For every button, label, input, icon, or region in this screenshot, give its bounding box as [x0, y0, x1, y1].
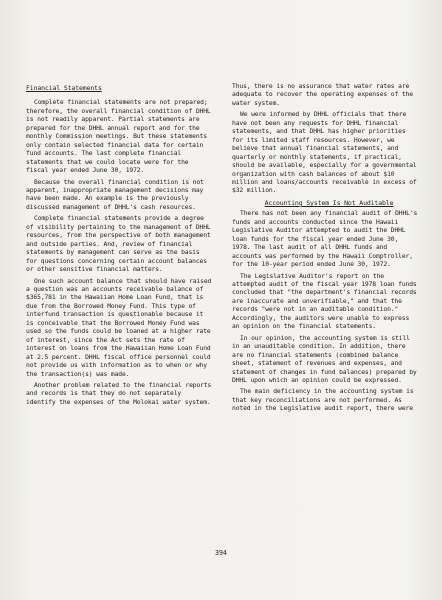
paragraph: We were informed by DHHL officials that there have not been any requests for DHHL financial statements, and that DHHL has higher priorities for its limited staff resources. However, we believe that annual financial statements, and quarterly or monthly statements, if practical, should be available, especially for a governmental organization with cash balances of about $10 million and loans/accounts receivable in excess of $32 million.	[232, 111, 417, 195]
paragraph: Because the overall financial condition is not apparent, inappropriate management decisions may have been made. An example is the previously discussed management of DHHL's cash resources.	[26, 178, 204, 211]
paragraph: Complete financial statements provide a degree of visibility pertaining to the management of DHHL resources, from the perspective of both management and outside parties. And, review of financial statements by management can serve as the basis for questions concerning certain account balances or other sensitive financial matters.	[26, 215, 211, 274]
section-heading-accounting-system: Accounting System Is Not Auditable	[264, 198, 394, 207]
paragraph: The main deficiency in the accounting system is that key reconciliations are not performed. As noted in the Legislative audit report, there were	[232, 388, 414, 413]
paragraph: Complete financial statements are not prepared; therefore, the overall financial condition of DHHL is not readily apparent. Partial statements are prepared for the DHHL annual report and for the monthly Commission meetings. But these statements only contain selected financial data for certain fund accounts. The last complete financial statements that we could locate were for the fiscal year ended June 30, 1972.	[26, 99, 211, 175]
left-column	[26, 84, 212, 410]
paragraph: One such account balance that should have raised a question was an accounts receivable balance of $365,781 in the Hawaiian Home Loan Fund, that is due from the Borrowed Money Fund. This type of interfund transaction is questionable because it is conceivable that the Borrowed Money Fund was used so the funds could be loaned at a higher rate of interest, since the Act sets the rate of interest on loans from the Hawaiian Home Loan Fund at 2.5 percent. DHHL fiscal office personnel could not provide us with information as to when or why the transaction(s) was made.	[26, 277, 212, 378]
paragraph: Another problem related to the financial reports and records is that they do not separately identify the expenses of the Molokai water system.	[26, 381, 212, 406]
paragraph: In our opinion, the accounting system is still in an unauditable condition. In addition, there are no financial statements (combined balance sheet, statement of revenues and expenses, and statement of changes in fund balances) prepared by DHHL upon which an opinion could be expressed.	[232, 334, 417, 384]
right-column	[232, 83, 418, 417]
page-number: 394	[215, 549, 227, 557]
paragraph: Thus, there is no assurance that water rates are adequate to recover the operating expenses of the water system.	[232, 83, 413, 107]
paragraph: There has not been any financial audit of DHHL's funds and accounts conducted since the Hawaii Legislative Auditor attempted to audit the DHHL loan funds for the fiscal year ended June 30, 1978. The last audit of all DHHL funds and accounts was performed by the Hawaii Comptroller, for the 10-year period ended June 30, 1972.	[232, 210, 418, 269]
paragraph: The Legislative Auditor's report on the attempted audit of the fiscal year 1978 loan funds concluded that "the department's financial records are inaccurate and unverifiable," and that the records "were not in an auditable condition." Accordingly, the auditors were unable to express an opinion on the financial statements.	[232, 272, 417, 331]
section-heading-financial-statements: Financial Statements	[26, 84, 102, 92]
